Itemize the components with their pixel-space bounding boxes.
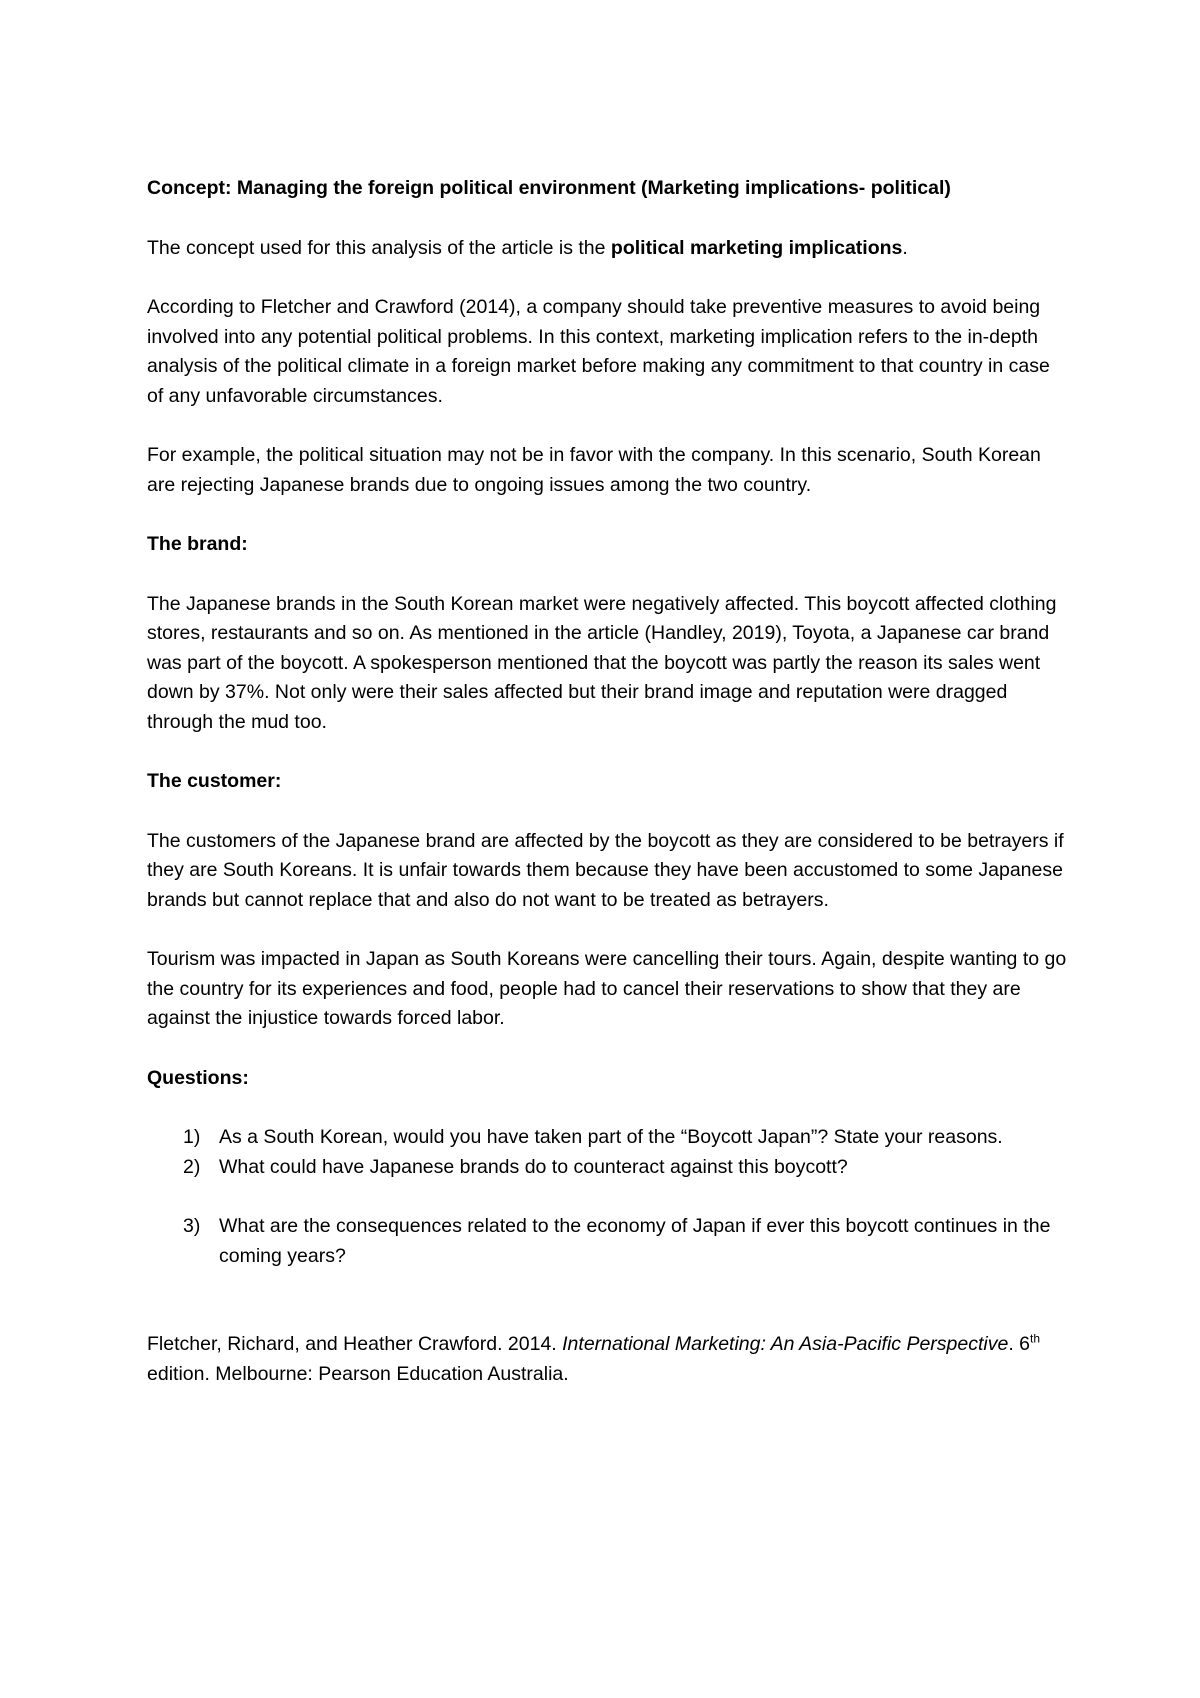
question-text: As a South Korean, would you have taken part of the “Boycott Japan”? State your reasons. — [219, 1126, 1003, 1148]
intro-text-before: The concept used for this analysis of the article is the — [147, 236, 611, 259]
spacer — [147, 411, 1067, 441]
reference-rest: edition. Melbourne: Pearson Education Australia. — [147, 1362, 569, 1385]
question-number: 2) — [183, 1155, 201, 1178]
question-text: What could have Japanese brands do to counteract against this boycott? — [219, 1155, 848, 1178]
question-item — [147, 1123, 1067, 1153]
spacer — [147, 797, 1067, 827]
brand-paragraph: The Japanese brands in the South Korean market were negatively affected. This boycott affected clothing stores, restaurants and so on. As mentioned in the article (Handley, 2019), Toyota, a Japanese car brand was part of the boycott. A spokesperson mentioned that the boycott was partly the reason its sales went down by 37%. Not only were their sales affected but their brand image and reputation were dragged through the mud too. — [147, 592, 1057, 733]
intro-text-after: . — [902, 236, 908, 259]
question-number: 3) — [183, 1215, 201, 1237]
fletcher-paragraph: According to Fletcher and Crawford (2014), a company should take preventive measures to avoid being involved into any potential political problems. In this context, marketing implication refers to the in-depth analysis of the political climate in a foreign market before making any commitment to that country in case of any unfavorable circumstances. — [147, 296, 1050, 407]
questions-list — [147, 1123, 1067, 1271]
spacer — [147, 1093, 1067, 1123]
question-item — [147, 1153, 1067, 1183]
spacer — [147, 560, 1067, 590]
question-text: What are the consequences related to the economy of Japan if ever this boycott continues in the coming years? — [219, 1215, 1051, 1267]
spacer — [147, 204, 1067, 234]
spacer — [147, 500, 1067, 530]
document-body — [147, 174, 1067, 1389]
reference-citation — [147, 1330, 1067, 1389]
spacer — [147, 1271, 1067, 1330]
reference-title: International Marketing: An Asia-Pacific Perspective — [562, 1333, 1009, 1355]
reference-authors-year: Fletcher, Richard, and Heather Crawford. 2014. — [147, 1333, 563, 1355]
reference-superscript: th — [1030, 1331, 1041, 1346]
brand-heading: The brand: — [147, 533, 248, 555]
intro-bold-term: political marketing implications — [610, 236, 903, 259]
spacer — [147, 737, 1067, 767]
customer-paragraph-2: Tourism was impacted in Japan as South Koreans were cancelling their tours. Again, despite wanting to go the country for its experiences and food, people had to cancel their reservations to show that they are against the injustice towards forced labor. — [147, 948, 1067, 1029]
example-paragraph: For example, the political situation may not be in favor with the company. In this scenario, South Korean are rejecting Japanese brands due to ongoing issues among the two country. — [147, 444, 1041, 496]
customer-heading: The customer: — [147, 770, 282, 792]
spacer — [147, 915, 1067, 945]
customer-paragraph-1: The customers of the Japanese brand are affected by the boycott as they are considered to be betrayers if they are South Koreans. It is unfair towards them because they have been accustomed to some Japanese brands but cannot replace that and also do not want to be treated as betrayers. — [147, 829, 1064, 911]
question-item — [147, 1212, 1067, 1271]
spacer — [147, 263, 1067, 293]
question-number: 1) — [183, 1126, 201, 1148]
concept-heading: Concept: Managing the foreign political environment (Marketing implications- political) — [147, 177, 951, 199]
intro-paragraph — [147, 234, 1067, 264]
reference-after-title: . 6 — [1008, 1333, 1031, 1355]
questions-heading: Questions: — [147, 1066, 249, 1089]
spacer — [147, 1034, 1067, 1064]
